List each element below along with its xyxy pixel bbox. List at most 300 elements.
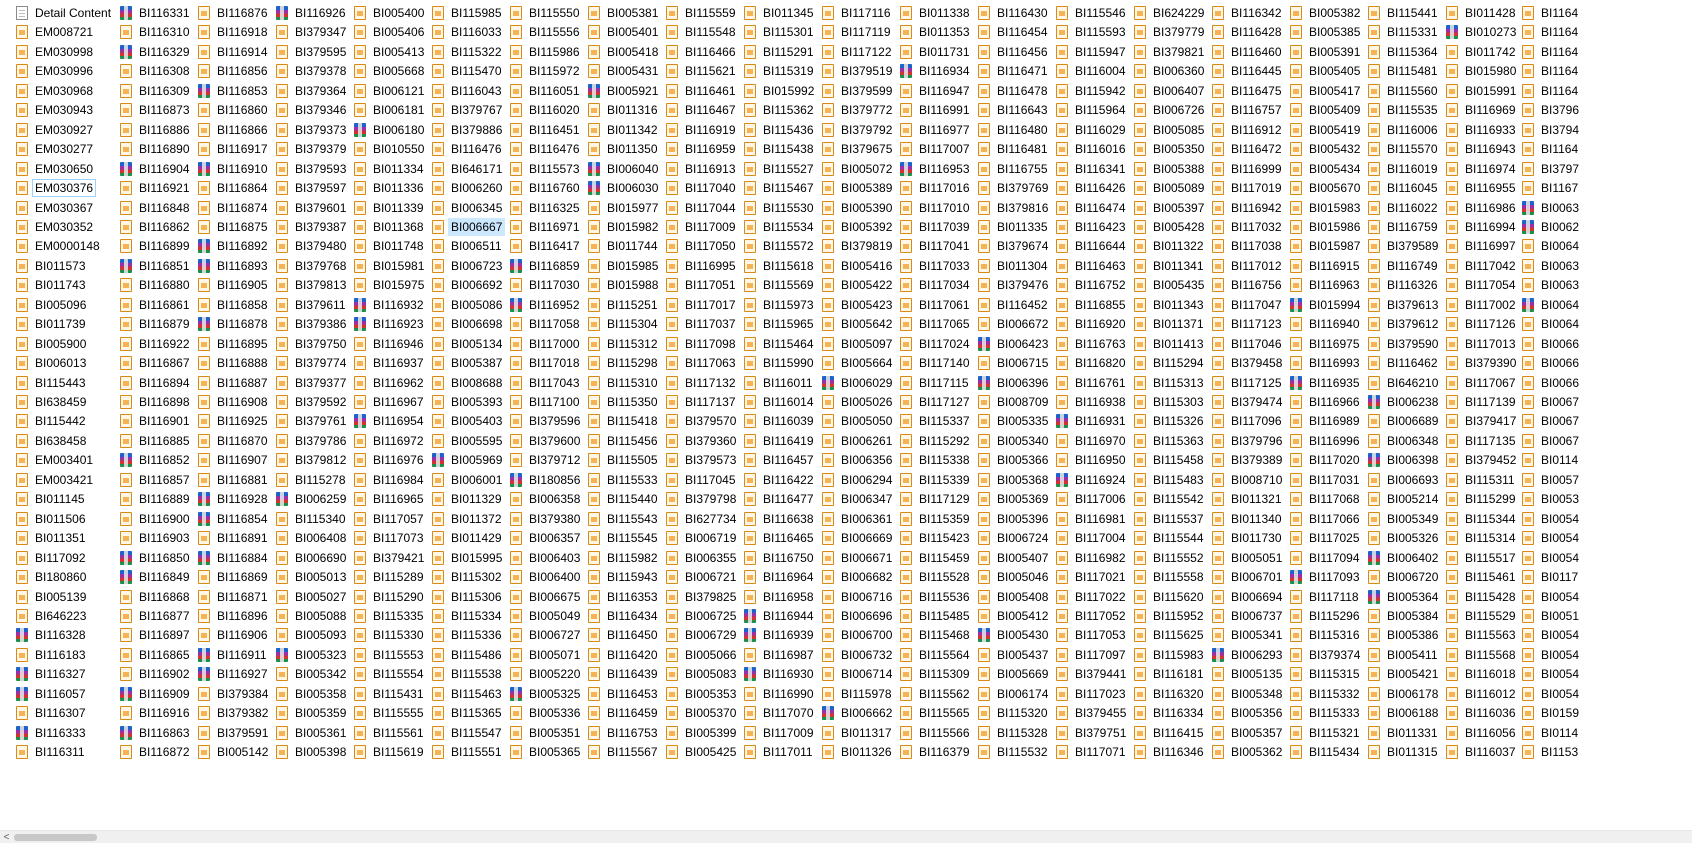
file-item[interactable] [1134, 451, 1209, 469]
file-item[interactable] [16, 490, 90, 508]
file-item[interactable] [16, 296, 91, 314]
file-item[interactable] [744, 179, 819, 197]
file-item[interactable] [354, 257, 429, 275]
file-item[interactable] [900, 140, 975, 158]
file-item[interactable] [588, 62, 663, 80]
file-item[interactable] [1134, 646, 1209, 664]
file-item[interactable] [588, 315, 663, 333]
file-item[interactable] [1134, 140, 1209, 158]
file-item[interactable] [1056, 121, 1131, 139]
file-item[interactable] [744, 276, 819, 294]
file-item[interactable] [354, 451, 429, 469]
file-item[interactable] [1134, 315, 1209, 333]
file-item[interactable] [900, 121, 975, 139]
file-item[interactable] [16, 218, 98, 236]
file-item[interactable] [666, 43, 741, 61]
file-item[interactable] [276, 529, 351, 547]
file-item[interactable] [900, 588, 975, 606]
file-item[interactable] [1446, 412, 1521, 430]
file-item[interactable] [276, 549, 351, 567]
file-item[interactable] [822, 451, 897, 469]
file-item[interactable] [1212, 257, 1287, 275]
file-item[interactable] [822, 315, 897, 333]
file-item[interactable] [1522, 685, 1584, 703]
file-item[interactable] [900, 412, 975, 430]
file-item[interactable] [432, 160, 507, 178]
file-item[interactable] [198, 121, 273, 139]
file-item[interactable] [666, 237, 741, 255]
file-item[interactable] [1212, 490, 1287, 508]
file-item[interactable] [354, 160, 429, 178]
file-item[interactable] [978, 296, 1053, 314]
file-item[interactable] [16, 393, 91, 411]
file-item[interactable] [1056, 160, 1131, 178]
file-item[interactable] [1134, 335, 1209, 353]
file-item[interactable] [822, 257, 897, 275]
file-item[interactable] [276, 43, 351, 61]
file-item[interactable] [1522, 335, 1584, 353]
file-item[interactable] [900, 62, 975, 80]
file-item[interactable] [16, 704, 91, 722]
file-item[interactable] [120, 685, 195, 703]
file-item[interactable] [588, 160, 663, 178]
file-item[interactable] [666, 549, 741, 567]
file-item[interactable] [822, 432, 897, 450]
file-item[interactable] [1290, 412, 1365, 430]
file-item[interactable] [744, 549, 819, 567]
file-item[interactable] [666, 665, 741, 683]
file-item[interactable] [900, 179, 975, 197]
file-item[interactable] [744, 4, 819, 22]
file-item[interactable] [900, 237, 975, 255]
file-item[interactable] [822, 121, 897, 139]
file-item[interactable] [1056, 393, 1131, 411]
file-item[interactable] [900, 296, 975, 314]
file-item[interactable] [1212, 529, 1287, 547]
file-item[interactable] [198, 432, 273, 450]
file-item[interactable] [16, 626, 91, 644]
file-item[interactable] [120, 4, 195, 22]
file-item[interactable] [588, 432, 663, 450]
file-item[interactable] [198, 354, 273, 372]
file-item[interactable] [1134, 199, 1209, 217]
file-item[interactable] [978, 510, 1053, 528]
file-item[interactable] [744, 626, 819, 644]
file-item[interactable] [1368, 471, 1443, 489]
file-item[interactable] [120, 607, 195, 625]
file-item[interactable] [1368, 257, 1443, 275]
file-item[interactable] [744, 432, 819, 450]
file-item[interactable] [432, 510, 507, 528]
file-item[interactable] [744, 23, 819, 41]
file-item[interactable] [432, 296, 507, 314]
file-item[interactable] [354, 23, 429, 41]
file-item[interactable] [900, 665, 975, 683]
file-item[interactable] [900, 335, 975, 353]
file-item[interactable] [1368, 490, 1443, 508]
file-item[interactable] [1056, 335, 1131, 353]
file-item[interactable] [978, 257, 1053, 275]
file-item[interactable] [198, 43, 273, 61]
file-item[interactable] [198, 685, 273, 703]
file-item[interactable] [822, 490, 897, 508]
file-item[interactable] [1446, 607, 1521, 625]
file-item[interactable] [1446, 704, 1521, 722]
file-item[interactable] [1446, 218, 1521, 236]
file-item[interactable] [120, 140, 195, 158]
file-item[interactable] [822, 179, 897, 197]
file-item[interactable] [510, 121, 585, 139]
file-item[interactable] [588, 179, 663, 197]
file-item[interactable] [1446, 724, 1521, 742]
file-item[interactable] [432, 218, 507, 236]
file-item[interactable] [1446, 471, 1520, 489]
file-item[interactable] [978, 140, 1053, 158]
file-item[interactable] [1056, 218, 1131, 236]
file-item[interactable] [1212, 315, 1287, 333]
file-item[interactable] [822, 276, 897, 294]
file-item[interactable] [1368, 237, 1443, 255]
file-item[interactable] [1446, 510, 1521, 528]
file-item[interactable] [510, 218, 585, 236]
file-item[interactable] [1056, 685, 1131, 703]
file-item[interactable] [432, 588, 507, 606]
file-item[interactable] [744, 335, 819, 353]
file-item[interactable] [666, 354, 741, 372]
file-item[interactable] [1290, 451, 1365, 469]
file-item[interactable] [900, 218, 975, 236]
file-item[interactable] [510, 588, 585, 606]
file-item[interactable] [120, 626, 195, 644]
file-item[interactable] [276, 257, 351, 275]
file-item[interactable] [1446, 140, 1521, 158]
file-item[interactable] [198, 315, 273, 333]
file-item[interactable] [1446, 354, 1521, 372]
file-item[interactable] [1134, 179, 1209, 197]
file-item[interactable] [276, 510, 351, 528]
file-item[interactable] [822, 665, 897, 683]
file-item[interactable] [432, 529, 507, 547]
file-item[interactable] [510, 490, 585, 508]
file-item[interactable] [666, 62, 741, 80]
file-item[interactable] [822, 568, 897, 586]
file-item[interactable] [432, 4, 507, 22]
file-item[interactable] [900, 160, 975, 178]
file-item[interactable] [510, 412, 585, 430]
file-item[interactable] [822, 626, 897, 644]
file-item[interactable] [900, 101, 975, 119]
file-item[interactable] [432, 276, 507, 294]
file-item[interactable] [276, 101, 351, 119]
file-item[interactable] [588, 237, 663, 255]
file-item[interactable] [1134, 685, 1209, 703]
file-item[interactable] [276, 743, 351, 761]
file-item[interactable] [1522, 218, 1584, 236]
file-item[interactable] [588, 335, 663, 353]
file-item[interactable] [978, 607, 1053, 625]
file-item[interactable] [1056, 140, 1131, 158]
file-item[interactable] [1522, 160, 1584, 178]
file-item[interactable] [588, 412, 663, 430]
file-item[interactable] [1446, 4, 1521, 22]
file-item[interactable] [510, 160, 585, 178]
file-item[interactable] [354, 374, 429, 392]
file-item[interactable] [900, 704, 975, 722]
file-item[interactable] [1290, 607, 1365, 625]
file-item[interactable] [1368, 743, 1443, 761]
file-item[interactable] [510, 471, 585, 489]
file-item[interactable] [120, 315, 195, 333]
file-item[interactable] [588, 743, 663, 761]
file-item[interactable] [1134, 257, 1209, 275]
file-item[interactable] [1522, 626, 1584, 644]
file-item[interactable] [744, 374, 818, 392]
file-item[interactable] [822, 354, 897, 372]
file-item[interactable] [1446, 296, 1521, 314]
file-item[interactable] [978, 471, 1053, 489]
file-item[interactable] [1290, 724, 1365, 742]
file-item[interactable] [1134, 743, 1209, 761]
file-item[interactable] [1368, 724, 1443, 742]
file-item[interactable] [1446, 62, 1521, 80]
file-item[interactable] [822, 140, 897, 158]
file-item[interactable] [1056, 354, 1131, 372]
file-item[interactable] [120, 82, 195, 100]
file-item[interactable] [276, 665, 351, 683]
file-item[interactable] [1522, 374, 1584, 392]
file-item[interactable] [1134, 101, 1209, 119]
file-item[interactable] [1056, 315, 1131, 333]
file-item[interactable] [900, 626, 975, 644]
file-item[interactable] [1056, 374, 1131, 392]
file-item[interactable] [1290, 218, 1365, 236]
file-item[interactable] [978, 529, 1053, 547]
file-item[interactable] [354, 101, 429, 119]
file-item[interactable] [1134, 393, 1209, 411]
file-item[interactable] [120, 218, 195, 236]
file-item[interactable] [1056, 588, 1131, 606]
file-item[interactable] [1368, 179, 1443, 197]
file-item[interactable] [432, 393, 507, 411]
file-item[interactable] [432, 743, 507, 761]
file-item[interactable] [1522, 743, 1583, 761]
file-item[interactable] [666, 160, 741, 178]
file-item[interactable] [432, 724, 507, 742]
file-item[interactable] [432, 121, 507, 139]
file-item[interactable] [1446, 665, 1521, 683]
file-item[interactable] [588, 101, 663, 119]
file-item[interactable] [900, 393, 975, 411]
file-item[interactable] [1368, 101, 1443, 119]
file-item[interactable] [1522, 82, 1583, 100]
file-item[interactable] [1522, 568, 1583, 586]
file-item[interactable] [1368, 62, 1443, 80]
file-item[interactable] [666, 588, 741, 606]
file-item[interactable] [1290, 140, 1365, 158]
file-item[interactable] [1056, 412, 1131, 430]
file-item[interactable] [198, 62, 273, 80]
file-item[interactable] [1134, 724, 1209, 742]
file-item[interactable] [198, 199, 273, 217]
file-item[interactable] [510, 510, 585, 528]
file-item[interactable] [1056, 257, 1131, 275]
file-item[interactable] [1368, 704, 1443, 722]
file-item[interactable] [1522, 393, 1584, 411]
file-item[interactable] [1446, 451, 1521, 469]
file-item[interactable] [900, 374, 974, 392]
file-item[interactable] [822, 82, 897, 100]
file-item[interactable] [1446, 179, 1521, 197]
file-item[interactable] [510, 82, 585, 100]
file-item[interactable] [1212, 179, 1287, 197]
file-item[interactable] [16, 121, 98, 139]
file-item[interactable] [666, 724, 741, 742]
file-item[interactable] [1522, 257, 1584, 275]
file-item[interactable] [432, 62, 507, 80]
file-item[interactable] [588, 724, 663, 742]
file-item[interactable] [978, 588, 1053, 606]
file-item[interactable] [198, 374, 273, 392]
file-item[interactable] [1056, 510, 1131, 528]
file-item[interactable] [978, 218, 1053, 236]
file-item[interactable] [822, 101, 897, 119]
file-item[interactable] [900, 549, 975, 567]
file-item[interactable] [198, 296, 273, 314]
file-item[interactable] [1134, 374, 1209, 392]
file-item[interactable] [1212, 160, 1287, 178]
file-item[interactable] [354, 43, 429, 61]
file-item[interactable] [588, 374, 663, 392]
file-item[interactable] [198, 607, 273, 625]
file-item[interactable] [198, 218, 273, 236]
file-item[interactable] [1134, 237, 1209, 255]
file-item[interactable] [510, 626, 585, 644]
file-item[interactable] [16, 140, 98, 158]
file-item[interactable] [276, 607, 351, 625]
file-item[interactable] [120, 665, 195, 683]
file-item[interactable] [1368, 626, 1443, 644]
file-item[interactable] [1368, 4, 1443, 22]
file-item[interactable] [354, 490, 429, 508]
file-item[interactable] [978, 354, 1053, 372]
file-item[interactable] [354, 704, 429, 722]
file-item[interactable] [666, 82, 741, 100]
file-item[interactable] [744, 704, 819, 722]
file-item[interactable] [1368, 665, 1443, 683]
file-item[interactable] [16, 43, 98, 61]
file-item[interactable] [510, 568, 585, 586]
file-item[interactable] [822, 335, 897, 353]
file-item[interactable] [1134, 432, 1209, 450]
file-item[interactable] [1212, 23, 1287, 41]
file-item[interactable] [1368, 296, 1443, 314]
file-item[interactable] [1522, 4, 1583, 22]
file-item[interactable] [588, 529, 663, 547]
file-item[interactable] [900, 354, 975, 372]
file-item[interactable] [1212, 121, 1287, 139]
file-item[interactable] [744, 685, 819, 703]
file-item[interactable] [666, 101, 741, 119]
file-item[interactable] [276, 179, 351, 197]
file-item[interactable] [510, 724, 585, 742]
file-item[interactable] [1368, 607, 1443, 625]
file-item[interactable] [1290, 257, 1365, 275]
file-item[interactable] [978, 179, 1053, 197]
file-item[interactable] [510, 140, 585, 158]
file-item[interactable] [354, 82, 429, 100]
file-item[interactable] [510, 704, 585, 722]
file-item[interactable] [1212, 354, 1287, 372]
file-item[interactable] [978, 4, 1053, 22]
file-item[interactable] [1134, 665, 1209, 683]
file-item[interactable] [354, 140, 429, 158]
file-item[interactable] [276, 724, 351, 742]
file-item[interactable] [822, 374, 897, 392]
file-item[interactable] [1522, 588, 1584, 606]
file-item[interactable] [744, 43, 819, 61]
file-item[interactable] [120, 101, 195, 119]
file-item[interactable] [276, 471, 351, 489]
file-item[interactable] [276, 374, 351, 392]
file-item[interactable] [1290, 665, 1365, 683]
file-item[interactable] [276, 588, 351, 606]
file-item[interactable] [16, 237, 105, 255]
file-item[interactable] [744, 393, 819, 411]
file-item[interactable] [1522, 451, 1583, 469]
file-item[interactable] [354, 315, 429, 333]
file-item[interactable] [432, 199, 507, 217]
file-item[interactable] [1446, 549, 1521, 567]
file-item[interactable] [276, 412, 351, 430]
file-item[interactable] [198, 257, 273, 275]
file-item[interactable] [354, 218, 429, 236]
file-item[interactable] [432, 257, 507, 275]
file-item[interactable] [588, 646, 663, 664]
file-item[interactable] [1134, 160, 1209, 178]
file-item[interactable] [666, 451, 741, 469]
file-item[interactable] [1056, 276, 1131, 294]
file-item[interactable] [432, 335, 507, 353]
file-item[interactable] [1134, 354, 1209, 372]
file-item[interactable] [666, 199, 741, 217]
file-item[interactable] [1522, 237, 1584, 255]
file-item[interactable] [978, 412, 1053, 430]
file-item[interactable] [1368, 529, 1443, 547]
file-item[interactable] [1446, 160, 1521, 178]
file-item[interactable] [432, 237, 507, 255]
file-item[interactable] [16, 257, 91, 275]
file-item[interactable] [16, 549, 91, 567]
file-item[interactable] [1056, 724, 1131, 742]
file-item[interactable] [588, 276, 663, 294]
file-item[interactable] [978, 82, 1053, 100]
file-item[interactable] [1212, 62, 1287, 80]
file-item[interactable] [1056, 101, 1131, 119]
file-item[interactable] [120, 276, 195, 294]
file-item[interactable] [1446, 743, 1521, 761]
file-item[interactable] [744, 315, 819, 333]
file-item[interactable] [1212, 199, 1287, 217]
file-item[interactable] [432, 82, 507, 100]
file-item[interactable] [16, 23, 98, 41]
file-item[interactable] [978, 724, 1053, 742]
file-item[interactable] [978, 199, 1053, 217]
file-item[interactable] [276, 354, 351, 372]
file-item[interactable] [510, 276, 585, 294]
file-item[interactable] [1522, 43, 1583, 61]
file-item[interactable] [1368, 393, 1443, 411]
file-item[interactable] [900, 451, 975, 469]
